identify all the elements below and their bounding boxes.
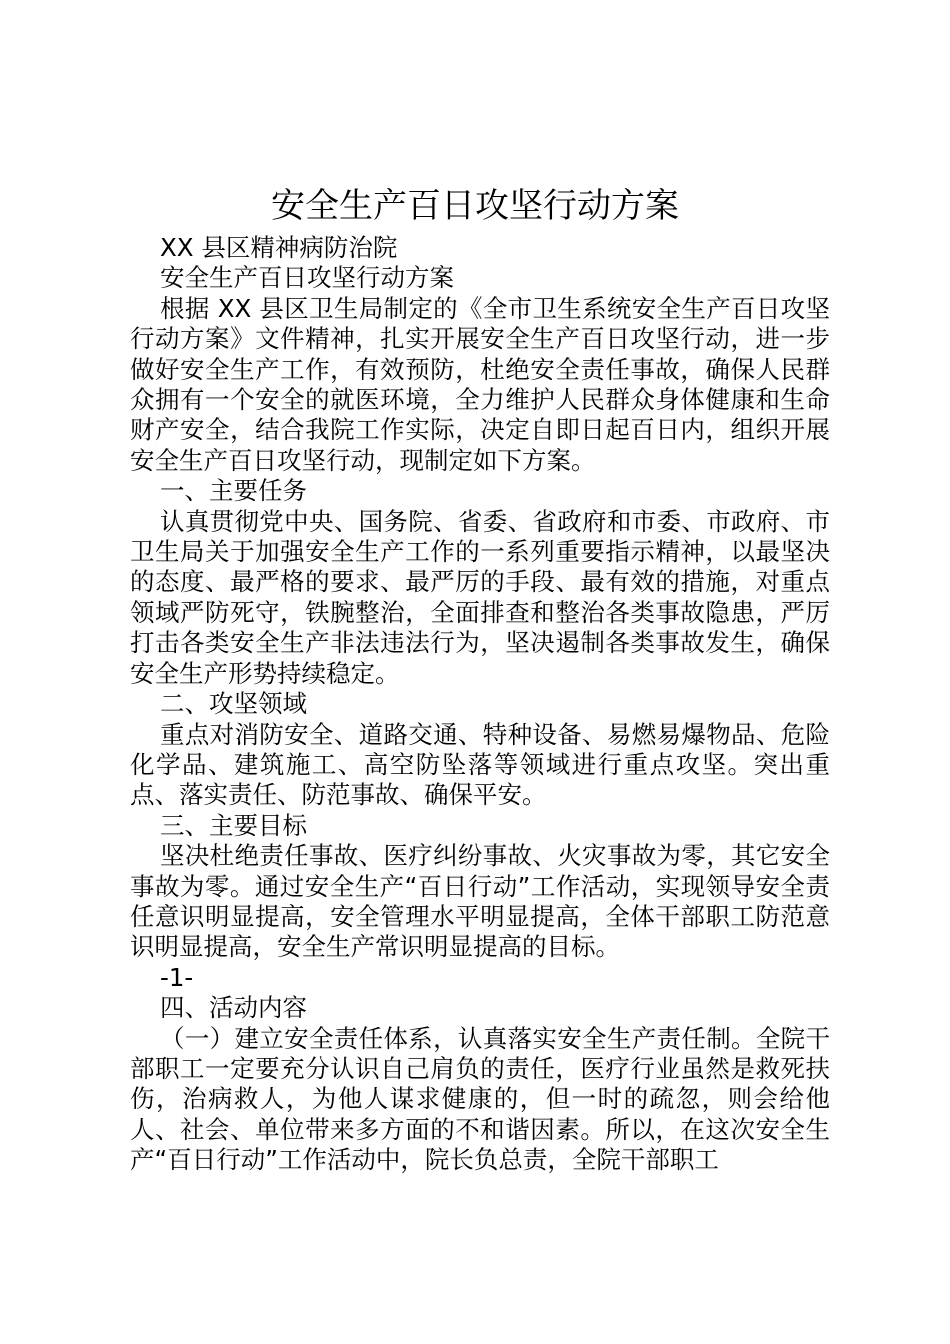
- document-body: [130, 233, 830, 1176]
- plan-subtitle: 安全生产百日攻坚行动方案: [160, 263, 454, 293]
- main-goals-paragraph: 坚决杜绝责任事故、医疗纠纷事故、火灾事故为零，其它安全事故为零。通过安全生产“百日行动”工作活动，实现领导安全责任意识明显提高，安全管理水平明显提高，全体干部职工防范意识明显提高，安全生产常识明显提高的目标。: [130, 841, 830, 962]
- document-title: 安全生产百日攻坚行动方案: [271, 186, 679, 226]
- page-number: -1-: [160, 962, 194, 992]
- key-areas-paragraph: 重点对消防安全、道路交通、特种设备、易燃易爆物品、危险化学品、建筑施工、高空防坠落等领域进行重点攻坚。突出重点、落实责任、防范事故、确保平安。: [130, 719, 830, 810]
- activities-paragraph: （一）建立安全责任体系，认真落实安全生产责任制。全院干部职工一定要充分认识自己肩负的责任，医疗行业虽然是救死扶伤，治病救人，为他人谋求健康的，但一时的疏忽，则会给他人、社会、单位带来多方面的不和谐因素。所以，在这次安全生产“百日行动”工作活动中，院长负总责，全院干部职工: [130, 1023, 830, 1175]
- organization-name: XX 县区精神病防治院: [160, 233, 398, 262]
- section-heading-main-tasks: 一、主要任务: [160, 476, 307, 506]
- section-heading-activities: 四、活动内容: [160, 993, 307, 1023]
- intro-paragraph: 根据 XX 县区卫生局制定的《全市卫生系统安全生产百日攻坚行动方案》文件精神，扎实开展安全生产百日攻坚行动，进一步做好安全生产工作，有效预防，杜绝安全责任事故，确保人民群众拥有一个安全的就医环境，全力维护人民群众身体健康和生命财产安全，结合我院工作实际，决定自即日起百日内，组织开展安全生产百日攻坚行动，现制定如下方案。: [130, 293, 830, 475]
- section-heading-main-goals: 三、主要目标: [160, 810, 307, 840]
- section-heading-key-areas: 二、攻坚领域: [160, 689, 307, 719]
- main-tasks-paragraph: 认真贯彻党中央、国务院、省委、省政府和市委、市政府、市卫生局关于加强安全生产工作的一系列重要指示精神，以最坚决的态度、最严格的要求、最严厉的手段、最有效的措施，对重点领域严防死守，铁腕整治，全面排查和整治各类事故隐患，严厉打击各类安全生产非法违法行为，坚决遏制各类事故发生，确保安全生产形势持续稳定。: [130, 506, 830, 688]
